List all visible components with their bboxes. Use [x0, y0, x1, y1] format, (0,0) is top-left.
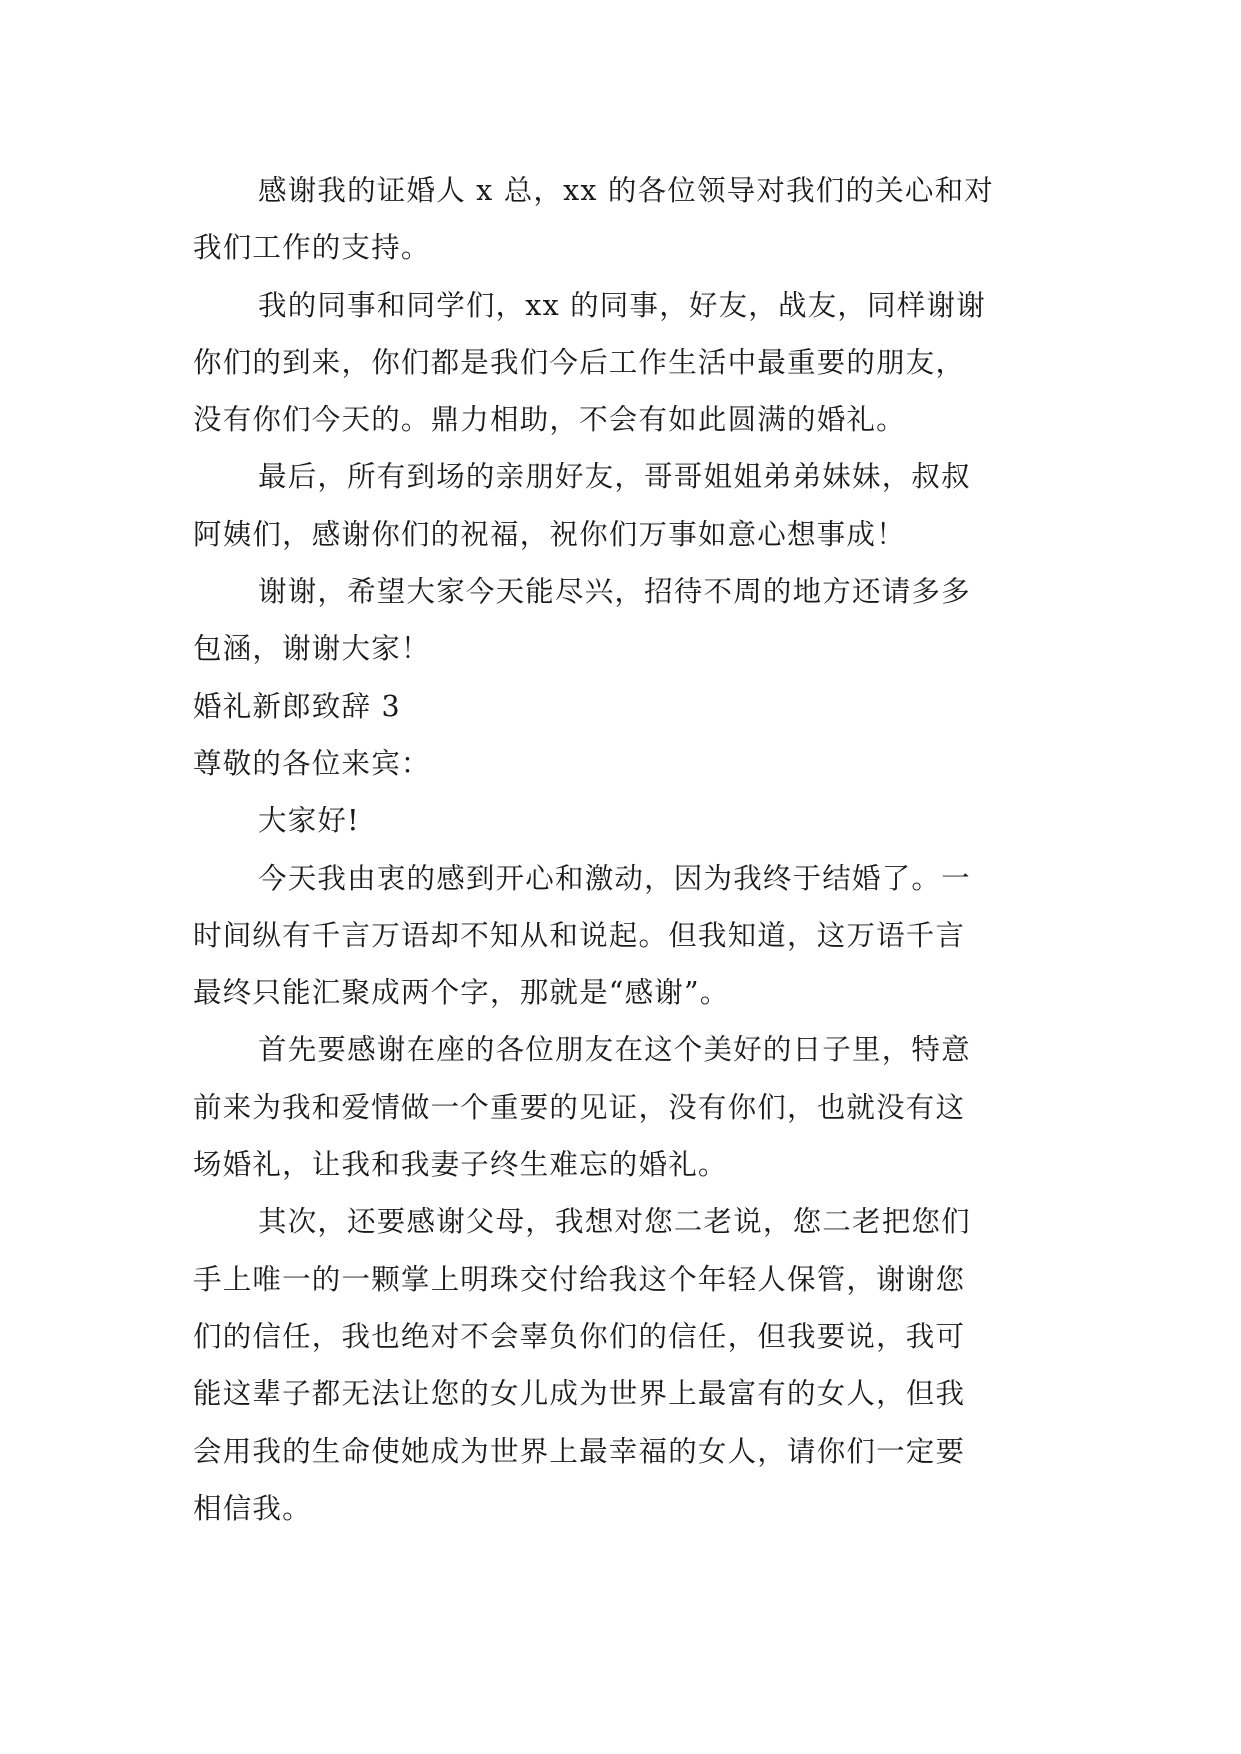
- paragraph-line: 能这辈子都无法让您的女儿成为世界上最富有的女人，但我: [193, 1377, 966, 1411]
- paragraph-line: 时间纵有千言万语却不知从和说起。但我知道，这万语千言: [193, 918, 966, 952]
- paragraph-line: 包涵，谢谢大家！: [193, 632, 431, 666]
- paragraph-line: 谢谢，希望大家今天能尽兴，招待不周的地方还请多多: [258, 575, 971, 609]
- paragraph-line: 们的信任，我也绝对不会辜负你们的信任，但我要说，我可: [193, 1319, 966, 1353]
- paragraph-line: 相信我。: [193, 1491, 312, 1525]
- paragraph-line: 阿姨们，感谢你们的祝福，祝你们万事如意心想事成！: [193, 517, 906, 551]
- paragraph-line: 手上唯一的一颗掌上明珠交付给我这个年轻人保管，谢谢您: [193, 1262, 966, 1296]
- paragraph-line: 感谢我的证婚人 x 总，xx 的各位领导对我们的关心和对: [258, 174, 994, 207]
- paragraph-line: 没有你们今天的。鼎力相助，不会有如此圆满的婚礼。: [193, 403, 906, 437]
- paragraph-line: 会用我的生命使她成为世界上最幸福的女人，请你们一定要: [193, 1434, 966, 1468]
- salutation: 尊敬的各位来宾：: [193, 746, 431, 780]
- document-body: [193, 162, 1061, 1537]
- paragraph-line: 前来为我和爱情做一个重要的见证，没有你们，也就没有这: [193, 1090, 966, 1124]
- paragraph-line: 你们的到来，你们都是我们今后工作生活中最重要的朋友，: [193, 345, 966, 379]
- section-heading: 婚礼新郎致辞 3: [193, 689, 401, 723]
- paragraph-line: 今天我由衷的感到开心和激动，因为我终于结婚了。一: [258, 861, 971, 895]
- greeting: 大家好!: [258, 804, 360, 838]
- paragraph-line: 最终只能汇聚成两个字，那就是“感谢”。: [193, 976, 730, 1010]
- paragraph-line: 场婚礼，让我和我妻子终生难忘的婚礼。: [193, 1148, 728, 1182]
- paragraph-line: 我们工作的支持。: [193, 231, 431, 265]
- paragraph-line: 首先要感谢在座的各位朋友在这个美好的日子里，特意: [258, 1033, 971, 1067]
- paragraph-line: 我的同事和同学们，xx 的同事，好友，战友，同样谢谢: [258, 288, 986, 322]
- paragraph-line: 最后，所有到场的亲朋好友，哥哥姐姐弟弟妹妹，叔叔: [258, 460, 971, 494]
- paragraph-line: 其次，还要感谢父母，我想对您二老说，您二老把您们: [258, 1205, 971, 1239]
